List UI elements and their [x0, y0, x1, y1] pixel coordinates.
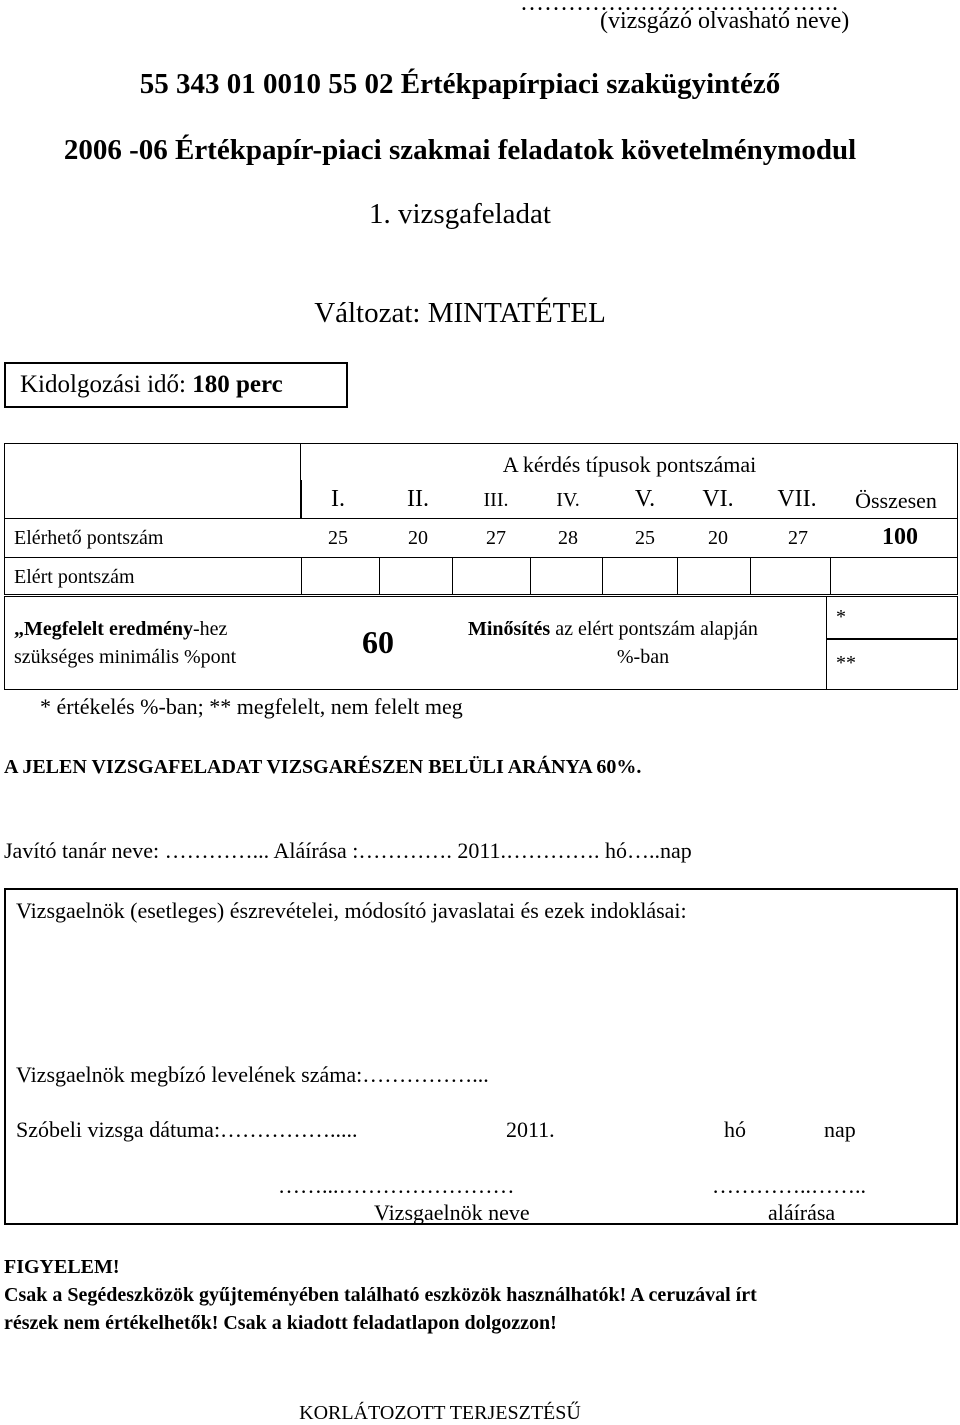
- row-achieved-label: Elért pontszám: [14, 566, 135, 588]
- examiner-name-caption: Vizsgaelnök neve: [374, 1200, 530, 1225]
- row-achievable-label: Elérhető pontszám: [14, 527, 164, 549]
- oral-exam-date-label: Szóbeli vizsga dátuma:…………….....: [16, 1117, 358, 1142]
- module-title: 2006 -06 Értékpapír-piaci szakmai feladatok követelménymodul: [63, 134, 857, 166]
- restricted-distribution-footer: KORLÁTOZOTT TERJESZTÉSŰ: [299, 1402, 581, 1424]
- achievable-score: 27: [788, 527, 808, 549]
- minimum-label-line2: szükséges minimális %pont: [14, 646, 237, 668]
- examiner-signature-caption: aláírása: [768, 1200, 836, 1225]
- warning-line2: részek nem értékelhetők! Csak a kiadott feladatlapon dolgozzon!: [4, 1312, 557, 1334]
- qualification-title: 55 343 01 0010 55 02 Értékpapírpiaci szakügyintéző: [139, 68, 781, 100]
- col-header-2: II.: [407, 486, 429, 512]
- col-header-6: VI.: [702, 486, 734, 512]
- footnote: * értékelés %-ban; ** megfelelt, nem felelt meg: [40, 694, 463, 719]
- time-value: 180 perc: [192, 371, 283, 398]
- oral-exam-day: nap: [824, 1117, 856, 1142]
- name-dots: ………………………………….: [520, 0, 838, 16]
- col-header-3: III.: [483, 489, 509, 511]
- achievable-score: 25: [635, 527, 655, 549]
- col-header-1: I.: [331, 486, 345, 512]
- col-header-7: VII.: [777, 486, 817, 512]
- candidate-name-label: (vizsgázó olvasható neve): [600, 8, 850, 34]
- col-header-4: IV.: [556, 489, 580, 511]
- achieved-cell[interactable]: [301, 557, 380, 595]
- achieved-cell[interactable]: [677, 557, 751, 595]
- achieved-cell[interactable]: [452, 557, 531, 595]
- task-ratio: A JELEN VIZSGAFELADAT VIZSGARÉSZEN BELÜLI ARÁNYA 60%.: [4, 756, 642, 778]
- corrector-line: Javító tanár neve: …………... Aláírása :…………. 2011.…………. hó…..nap: [4, 838, 692, 863]
- achieved-cell[interactable]: [750, 557, 831, 595]
- percent-input-area[interactable]: [838, 636, 946, 658]
- achieved-cell[interactable]: [379, 557, 453, 595]
- examiner-remarks-label: Vizsgaelnök (esetleges) észrevételei, módosító javaslatai és ezek indoklásai:: [16, 898, 687, 923]
- achievable-score: 20: [408, 527, 428, 549]
- qualification-star2: **: [836, 652, 856, 674]
- achievable-score: 25: [328, 527, 348, 549]
- examiner-box: [4, 888, 958, 1225]
- qualification-label-line2: %-ban: [616, 646, 670, 668]
- examiner-remarks-area[interactable]: [16, 930, 946, 1060]
- col-header-total: Összesen: [855, 488, 937, 513]
- question-types-caption: A kérdés típusok pontszámai: [502, 452, 757, 477]
- achievable-score: 28: [558, 527, 578, 549]
- time-box: [4, 362, 348, 408]
- warning-line1: Csak a Segédeszközök gyűjteményében található eszközök használhatók! A ceruzával írt: [4, 1284, 757, 1306]
- achievable-total: 100: [882, 524, 918, 550]
- time-label: Kidolgozási idő:: [20, 371, 193, 398]
- appointment-letter-line: Vizsgaelnök megbízó levelének száma:……………...: [16, 1062, 489, 1087]
- oral-exam-year: 2011.: [506, 1117, 555, 1142]
- minimum-label-line1: „Megfelelt eredmény-hez: [14, 618, 228, 640]
- achievable-score: 27: [486, 527, 506, 549]
- signature-dots-sign: …………..……..: [712, 1173, 866, 1198]
- achieved-cell[interactable]: [530, 557, 603, 595]
- achieved-cell[interactable]: [602, 557, 678, 595]
- pass-fail-input-area[interactable]: [860, 658, 950, 684]
- warning-title: FIGYELEM!: [4, 1256, 120, 1278]
- variant-title: Változat: MINTATÉTEL: [314, 297, 606, 329]
- qualification-label-line1: Minősítés az elért pontszám alapján: [468, 618, 758, 640]
- oral-exam-month: hó: [724, 1117, 746, 1142]
- signature-dots-name: ……...……………………: [278, 1173, 515, 1198]
- achieved-total-cell[interactable]: [830, 557, 958, 595]
- col-header-5: V.: [634, 486, 656, 512]
- minimum-percent-value: 60: [362, 624, 394, 660]
- exam-task-title: 1. vizsgafeladat: [369, 198, 551, 230]
- minimum-result-box: [4, 596, 958, 690]
- achievable-score: 20: [708, 527, 728, 549]
- qualification-star1: *: [836, 606, 846, 628]
